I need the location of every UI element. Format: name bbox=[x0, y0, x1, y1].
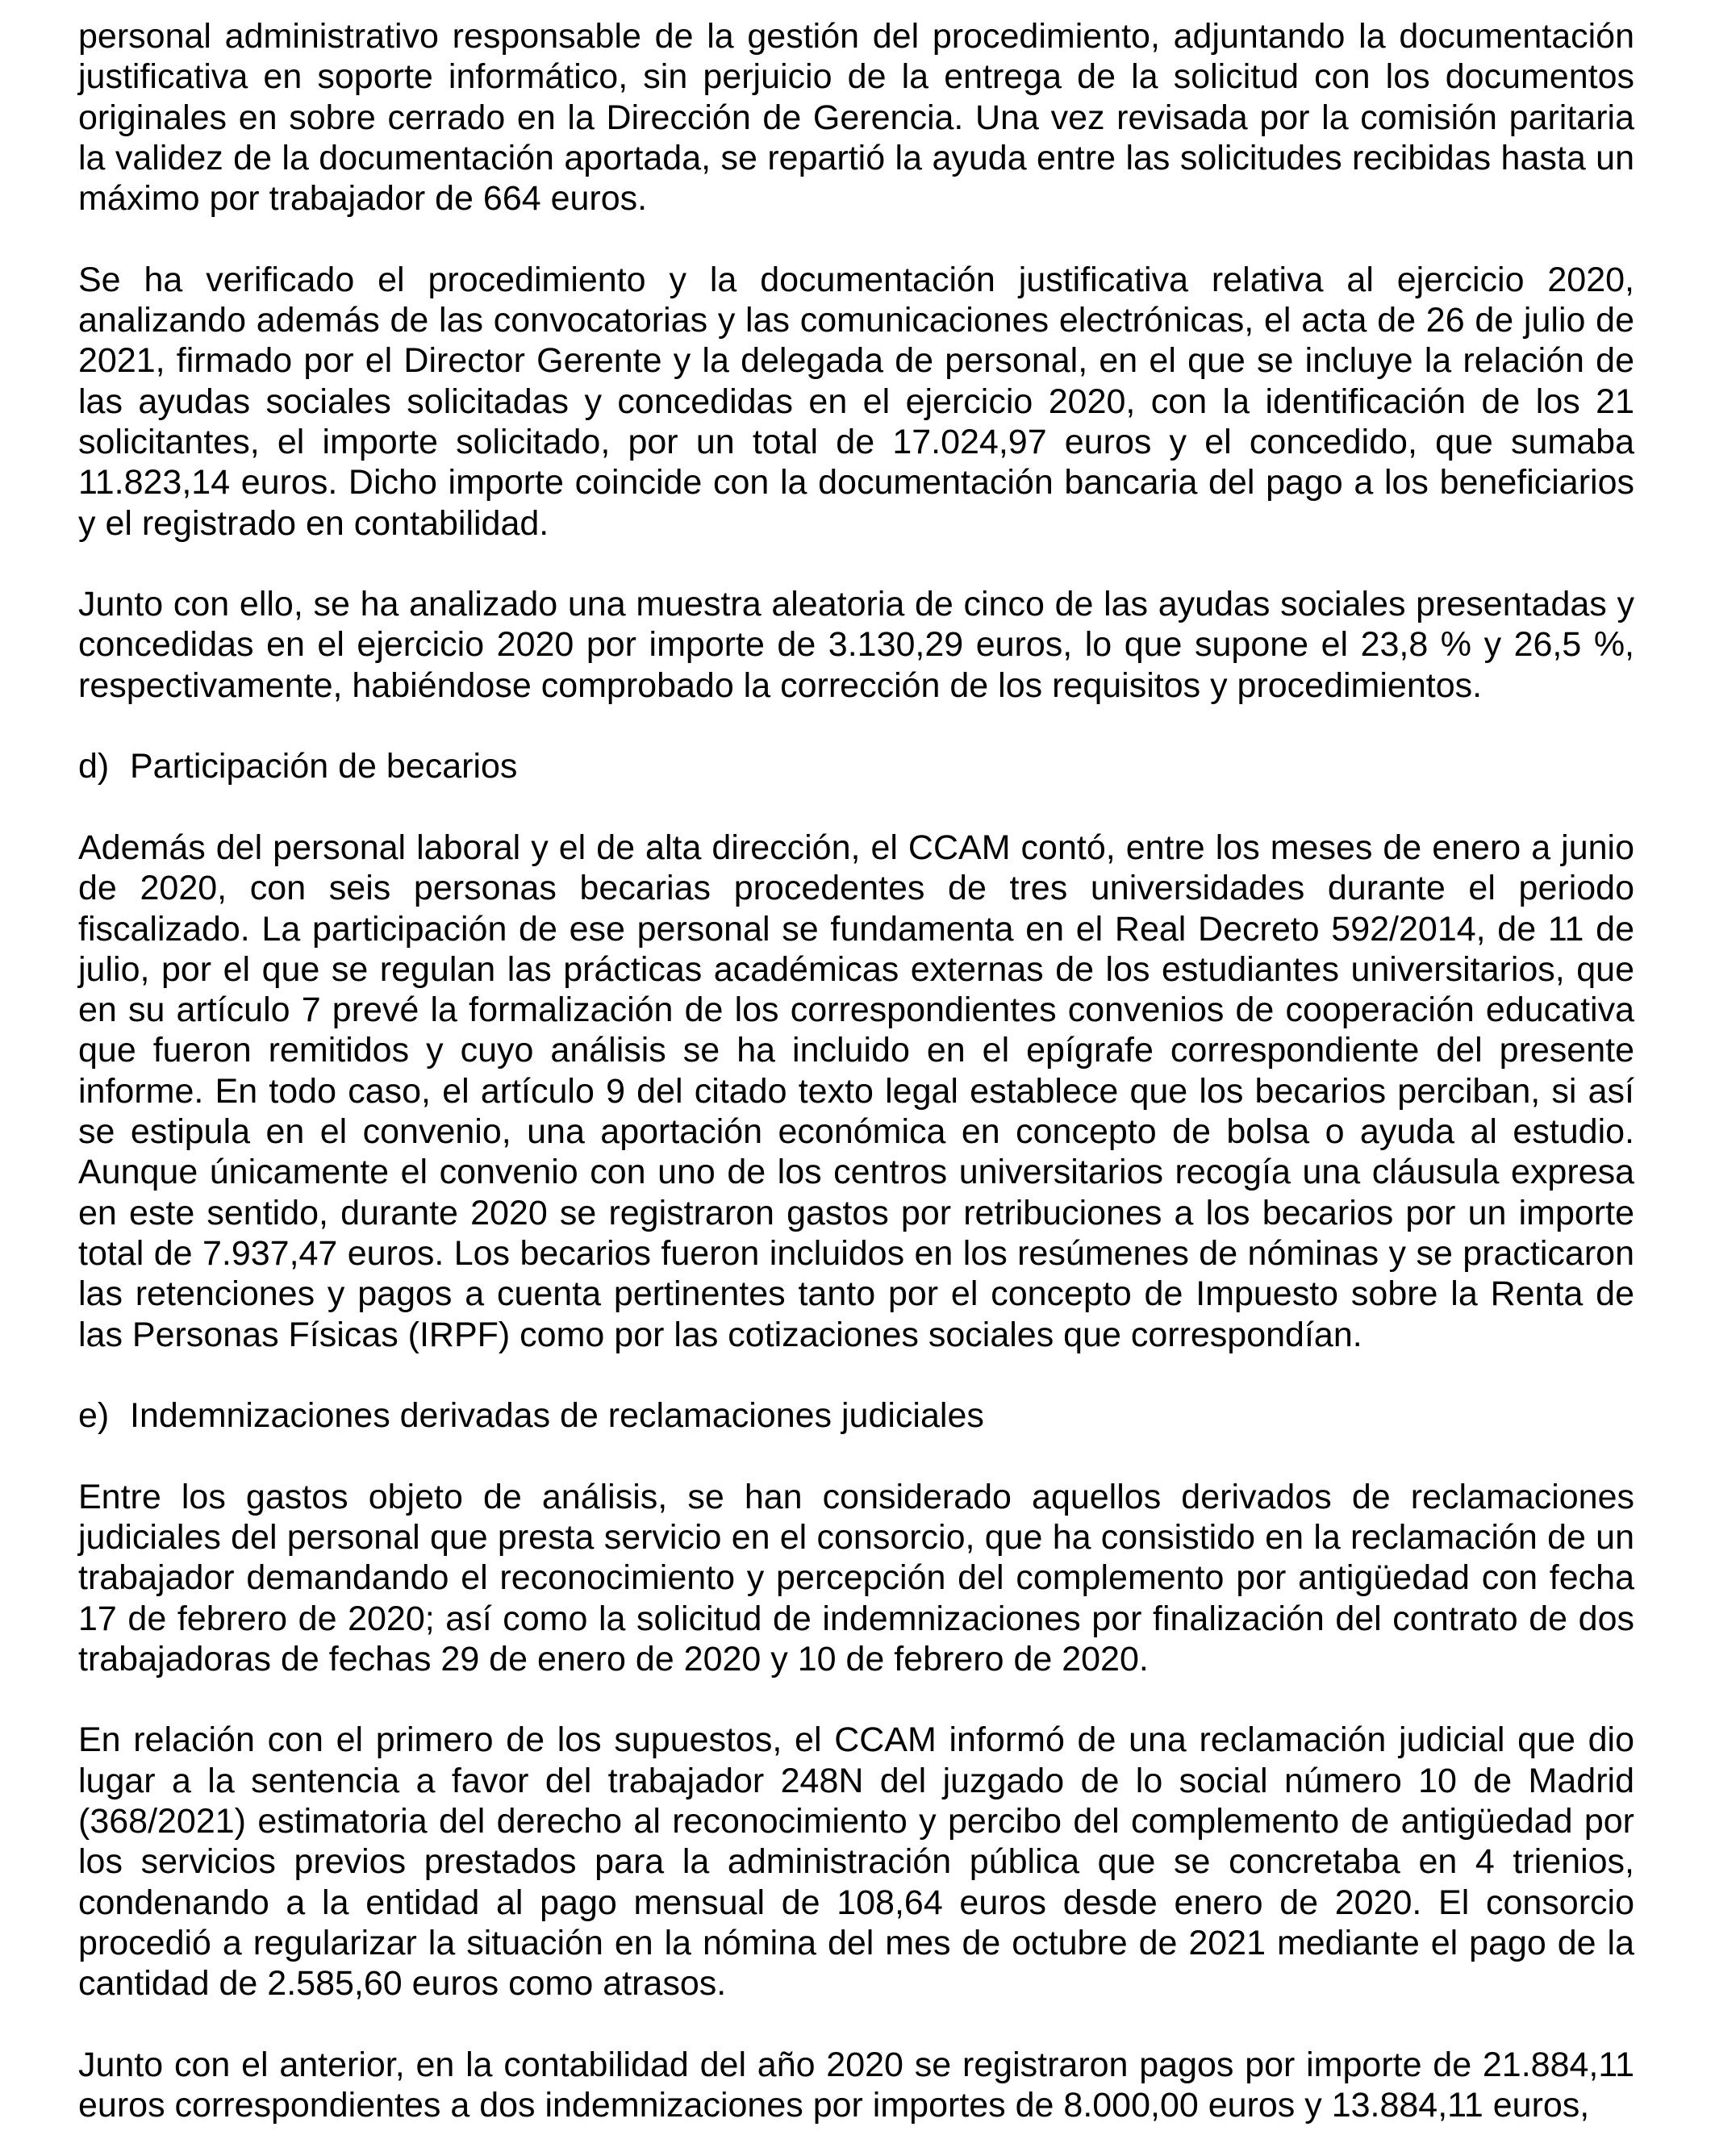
section-label-e: e) bbox=[78, 1396, 110, 1436]
paragraph-sentencia-trabajador: En relación con el primero de los supuestos, el CCAM informó de una reclamación judicial que dio lugar a la sentencia a favor del trabajador 248N del juzgado de lo social número 10 de Madrid (368/2021) estimatoria del derecho al reconocimiento y percibo del complemento de antigüedad por los servicios previos prestados para la administración pública que se concretaba en 4 trienios, condenando a la entidad al pago mensual de 108,64 euros desde enero de 2020. El consorcio procedió a regularizar la situación en la nómina del mes de octubre de 2021 mediante el pago de la cantidad de 2.585,60 euros como atrasos. bbox=[78, 1720, 1634, 2004]
paragraph-social-aid-procedure: personal administrativo responsable de la gestión del procedimiento, adjuntando la documentación justificativa en soporte informático, sin perjuicio de la entrega de la solicitud con los documentos originales en sobre cerrado en la Dirección de Gerencia. Una vez revisada por la comisión paritaria la validez de la documentación aportada, se repartió la ayuda entre las solicitudes recibidas hasta un máximo por trabajador de 664 euros. bbox=[78, 17, 1634, 219]
paragraph-verification-2020: Se ha verificado el procedimiento y la documentación justificativa relativa al ejercicio 2020, analizando además de las convocatorias y las comunicaciones electrónicas, el acta de 26 de julio de 2021, firmado por el Director Gerente y la delegada de personal, en el que se incluye la relación de las ayudas sociales solicitadas y concedidas en el ejercicio 2020, con la identificación de los 21 solicitantes, el importe solicitado, por un total de 17.024,97 euros y el concedido, que sumaba 11.823,14 euros. Dicho importe coincide con la documentación bancaria del pago a los beneficiarios y el registrado en contabilidad. bbox=[78, 260, 1634, 543]
paragraph-indemnizaciones-importes: Junto con el anterior, en la contabilidad del año 2020 se registraron pagos por importe de 21.884,11 euros correspondientes a dos indemnizaciones por importes de 8.000,00 euros y 13.884,11 euros, bbox=[78, 2045, 1634, 2125]
section-heading-e bbox=[78, 1395, 1634, 1436]
section-title-becarios: Participación de becarios bbox=[130, 747, 518, 786]
paragraph-sample-analysis: Junto con ello, se ha analizado una muestra aleatoria de cinco de las ayudas sociales presentadas y concedidas en el ejercicio 2020 por importe de 3.130,29 euros, lo que supone el 23,8 % y 26,5 %, respectivamente, habiéndose comprobado la corrección de los requisitos y procedimientos. bbox=[78, 585, 1634, 705]
section-label-d: d) bbox=[78, 747, 110, 786]
section-title-indemnizaciones: Indemnizaciones derivadas de reclamaciones judiciales bbox=[130, 1396, 984, 1436]
section-heading-d bbox=[78, 746, 1634, 786]
paragraph-reclamaciones-judiciales: Entre los gastos objeto de análisis, se han considerado aquellos derivados de reclamaciones judiciales del personal que presta servicio en el consorcio, que ha consistido en la reclamación de un trabajador demandando el reconocimiento y percepción del complemento por antigüedad con fecha 17 de febrero de 2020; así como la solicitud de indemnizaciones por finalización del contrato de dos trabajadoras de fechas 29 de enero de 2020 y 10 de febrero de 2020. bbox=[78, 1477, 1634, 1679]
paragraph-becarios-detail: Además del personal laboral y el de alta dirección, el CCAM contó, entre los meses de enero a junio de 2020, con seis personas becarias procedentes de tres universidades durante el periodo fiscalizado. La participación de ese personal se fundamenta en el Real Decreto 592/2014, de 11 de julio, por el que se regulan las prácticas académicas externas de los estudiantes universitarios, que en su artículo 7 prevé la formalización de los correspondientes convenios de cooperación educativa que fueron remitidos y cuyo análisis se ha incluido en el epígrafe correspondiente del presente informe. En todo caso, el artículo 9 del citado texto legal establece que los becarios perciban, si así se estipula en el convenio, una aportación económica en concepto de bolsa o ayuda al estudio. Aunque únicamente el convenio con uno de los centros universitarios recogía una cláusula expresa en este sentido, durante 2020 se registraron gastos por retribuciones a los becarios por un importe total de 7.937,47 euros. Los becarios fueron incluidos en los resúmenes de nóminas y se practicaron las retenciones y pagos a cuenta pertinentes tanto por el concepto de Impuesto sobre la Renta de las Personas Físicas (IRPF) como por las cotizaciones sociales que correspondían. bbox=[78, 828, 1634, 1354]
